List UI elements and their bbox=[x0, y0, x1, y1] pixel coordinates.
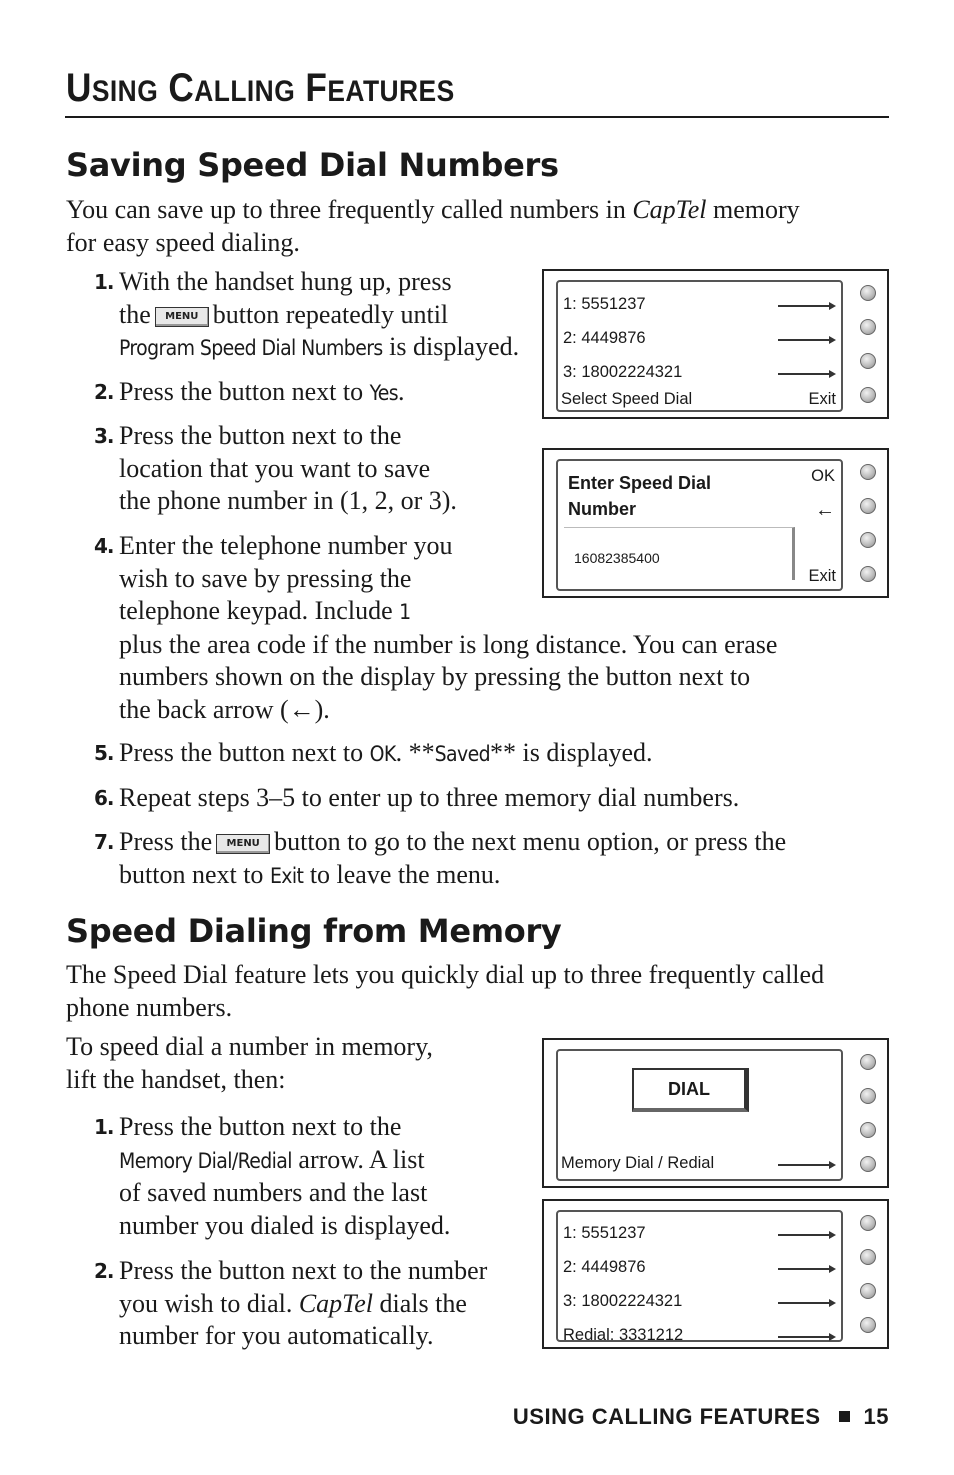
speed-dial-entry-1[interactable]: 1: 5551237 bbox=[563, 295, 646, 313]
screen-memory-list bbox=[542, 1199, 889, 1349]
side-button-4[interactable] bbox=[860, 566, 876, 582]
back-arrow-icon[interactable]: ← bbox=[815, 499, 835, 521]
side-button-2[interactable] bbox=[860, 1249, 876, 1265]
title-rule bbox=[65, 116, 889, 118]
screen-prompt: Enter Speed Dial Number bbox=[568, 473, 712, 519]
screen-status-text: Select Speed Dial bbox=[561, 390, 693, 408]
number-entry-field[interactable] bbox=[564, 527, 795, 580]
arrow-right-icon bbox=[778, 1234, 834, 1236]
arrow-right-icon bbox=[778, 1336, 834, 1338]
section2-intro: The Speed Dial feature lets you quickly dial up to three frequently called phone numbers. bbox=[66, 960, 825, 1022]
speed-dial-entry-3[interactable]: 3: 18002224321 bbox=[563, 363, 683, 381]
page-title: USING CALLING FEATURES bbox=[66, 66, 455, 110]
side-button-2[interactable] bbox=[860, 1088, 876, 1104]
footer-label: USING CALLING FEATURES bbox=[512, 1404, 821, 1429]
arrow-right-icon bbox=[778, 1302, 834, 1304]
side-button-2[interactable] bbox=[860, 498, 876, 514]
menu-button-icon: MENU bbox=[216, 834, 270, 854]
speed-dial-entry-3[interactable]: 3: 18002224321 bbox=[563, 1292, 683, 1310]
screen-enter-speed-dial bbox=[542, 448, 889, 598]
section-heading-speed-dialing: Speed Dialing from Memory bbox=[66, 912, 562, 950]
side-button-2[interactable] bbox=[860, 319, 876, 335]
side-button-1[interactable] bbox=[860, 285, 876, 301]
side-button-1[interactable] bbox=[860, 464, 876, 480]
side-button-3[interactable] bbox=[860, 1122, 876, 1138]
arrow-right-icon bbox=[778, 373, 834, 375]
side-button-3[interactable] bbox=[860, 532, 876, 548]
arrow-right-icon bbox=[778, 1268, 834, 1270]
number-entry-value: 16082385400 bbox=[574, 550, 660, 566]
screen-select-speed-dial bbox=[542, 269, 889, 419]
arrow-right-icon bbox=[778, 339, 834, 341]
square-bullet-icon bbox=[839, 1411, 850, 1422]
arrow-right-icon bbox=[778, 305, 834, 307]
side-button-4[interactable] bbox=[860, 387, 876, 403]
menu-button-icon: MENU bbox=[155, 307, 209, 327]
lcd-display bbox=[556, 459, 843, 591]
dial-button[interactable]: DIAL bbox=[632, 1068, 749, 1112]
ok-label[interactable]: OK bbox=[811, 467, 835, 485]
side-button-1[interactable] bbox=[860, 1054, 876, 1070]
speed-dial-entry-2[interactable]: 2: 4449876 bbox=[563, 329, 646, 347]
exit-label[interactable]: Exit bbox=[808, 567, 836, 585]
page-footer bbox=[513, 1404, 889, 1430]
side-button-1[interactable] bbox=[860, 1215, 876, 1231]
section-heading-saving: Saving Speed Dial Numbers bbox=[66, 146, 559, 184]
lcd-display bbox=[556, 1210, 843, 1342]
page-number: 15 bbox=[863, 1404, 889, 1429]
redial-entry[interactable]: Redial: 3331212 bbox=[563, 1326, 684, 1344]
section2-lead: To speed dial a number in memory, lift the handset, then: bbox=[66, 1032, 433, 1094]
side-button-4[interactable] bbox=[860, 1156, 876, 1172]
lcd-display bbox=[556, 280, 843, 412]
lcd-display bbox=[556, 1049, 843, 1181]
speed-dial-entry-1[interactable]: 1: 5551237 bbox=[563, 1224, 646, 1242]
side-button-3[interactable] bbox=[860, 353, 876, 369]
arrow-right-icon bbox=[778, 1164, 834, 1166]
exit-label[interactable]: Exit bbox=[808, 390, 836, 408]
side-button-3[interactable] bbox=[860, 1283, 876, 1299]
memory-dial-redial-label[interactable]: Memory Dial / Redial bbox=[561, 1154, 715, 1172]
speed-dial-entry-2[interactable]: 2: 4449876 bbox=[563, 1258, 646, 1276]
screen-dial bbox=[542, 1038, 889, 1188]
section-intro: You can save up to three frequently called numbers in CapTel memory for easy speed dialing. bbox=[66, 195, 800, 257]
side-button-4[interactable] bbox=[860, 1317, 876, 1333]
